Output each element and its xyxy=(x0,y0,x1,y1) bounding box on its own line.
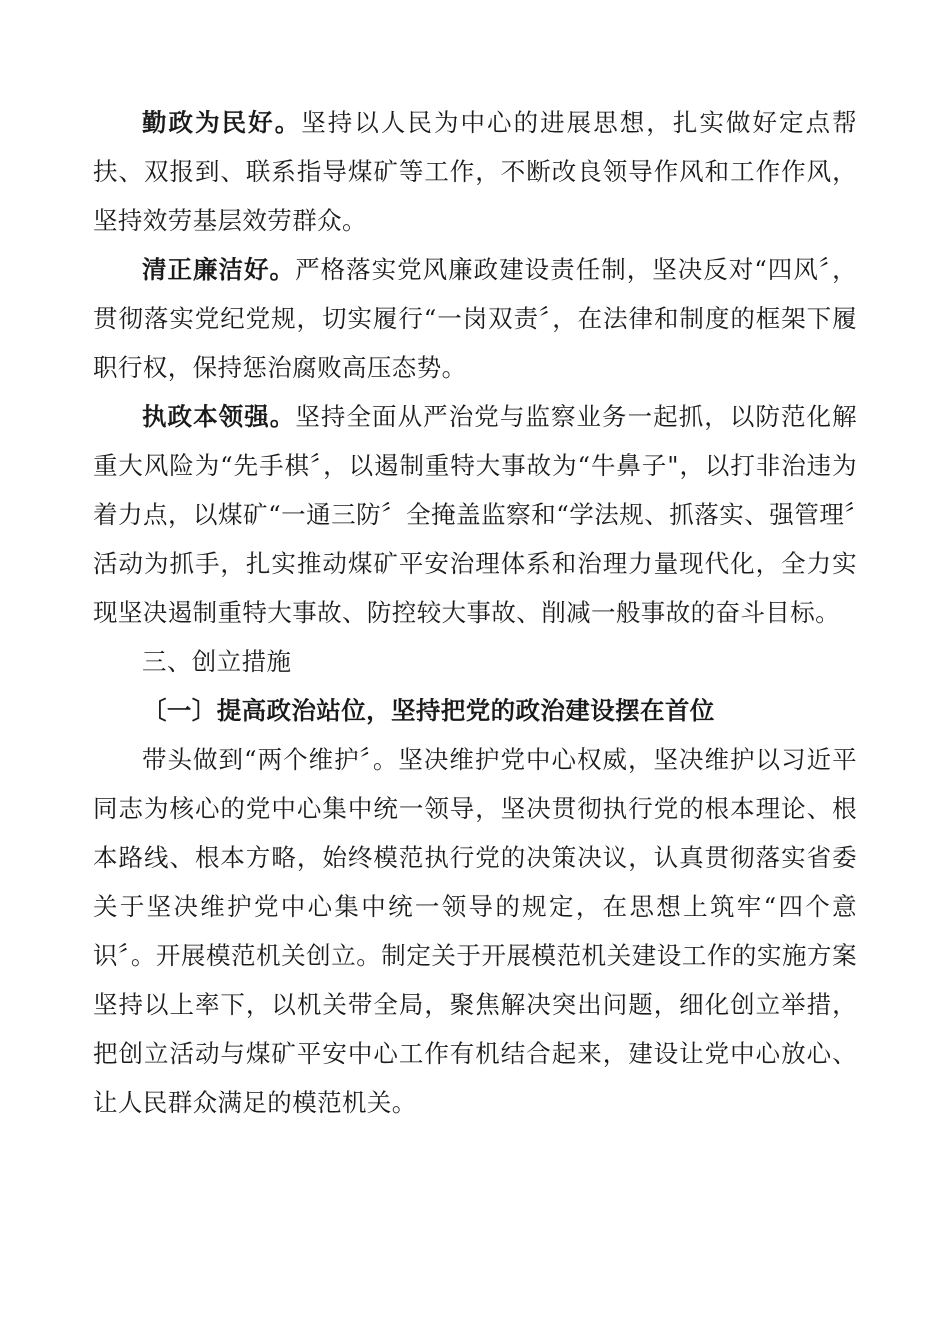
paragraph-text: 坚持全面从严治党与监察业务一起抓，以防范化解重大风险为“先手棋〞，以遏制重特大事故为“牛鼻子"，以打非治违为着力点，以煤矿“一通三防〞全掩盖监察和“学法规、抓落实、强管理〞活动为抓手，扎实推动煤矿平安治理体系和治理力量现代化，全力实现坚决遏制重特大事故、防控较大事故、削减一般事故的奋斗目标。 xyxy=(93,402,857,627)
paragraph-text: 坚持以人民为中心的进展思想，扎实做好定点帮扶、双报到、联系指导煤矿等工作，不断改良领导作风和工作作风，坚持效劳基层效劳群众。 xyxy=(93,108,857,235)
paragraph-qinzheng xyxy=(93,98,857,245)
paragraph-text: 严格落实党风廉政建设责任制，坚决反对“四风〞，贯彻落实党纪党规，切实履行“一岗双责〞，在法律和制度的框架下履职行权，保持惩治腐败高压态势。 xyxy=(93,255,857,382)
paragraph-lead: 清正廉洁好。 xyxy=(142,255,296,284)
paragraph-lead: 执政本领强。 xyxy=(142,402,296,431)
body-paragraph: 带头做到“两个维护〞。坚决维护党中心权威，坚决维护以习近平同志为核心的党中心集中统一领导，坚决贯彻执行党的根本理论、根本路线、根本方略，始终模范执行党的决策决议，认真贯彻落实省委关于坚决维护党中心集中统一领导的规定，在思想上筑牢“四个意识〞。开展模范机关创立。制定关于开展模范机关建设工作的实施方案坚持以上率下，以机关带全局，聚焦解决突出问题，细化创立举措，把创立活动与煤矿平安中心工作有机结合起来，建设让党中心放心、让人民群众满足的模范机关。 xyxy=(93,745,857,1117)
section-heading: 三、创立措施 xyxy=(142,647,292,676)
subsection-heading: 〔一〕提高政治站位，坚持把党的政治建设摆在首位 xyxy=(142,696,715,725)
paragraph-zhizheng xyxy=(93,392,857,637)
paragraph-lead: 勤政为民好。 xyxy=(142,108,302,137)
paragraph-qingzheng xyxy=(93,245,857,392)
document-body xyxy=(93,98,857,1127)
